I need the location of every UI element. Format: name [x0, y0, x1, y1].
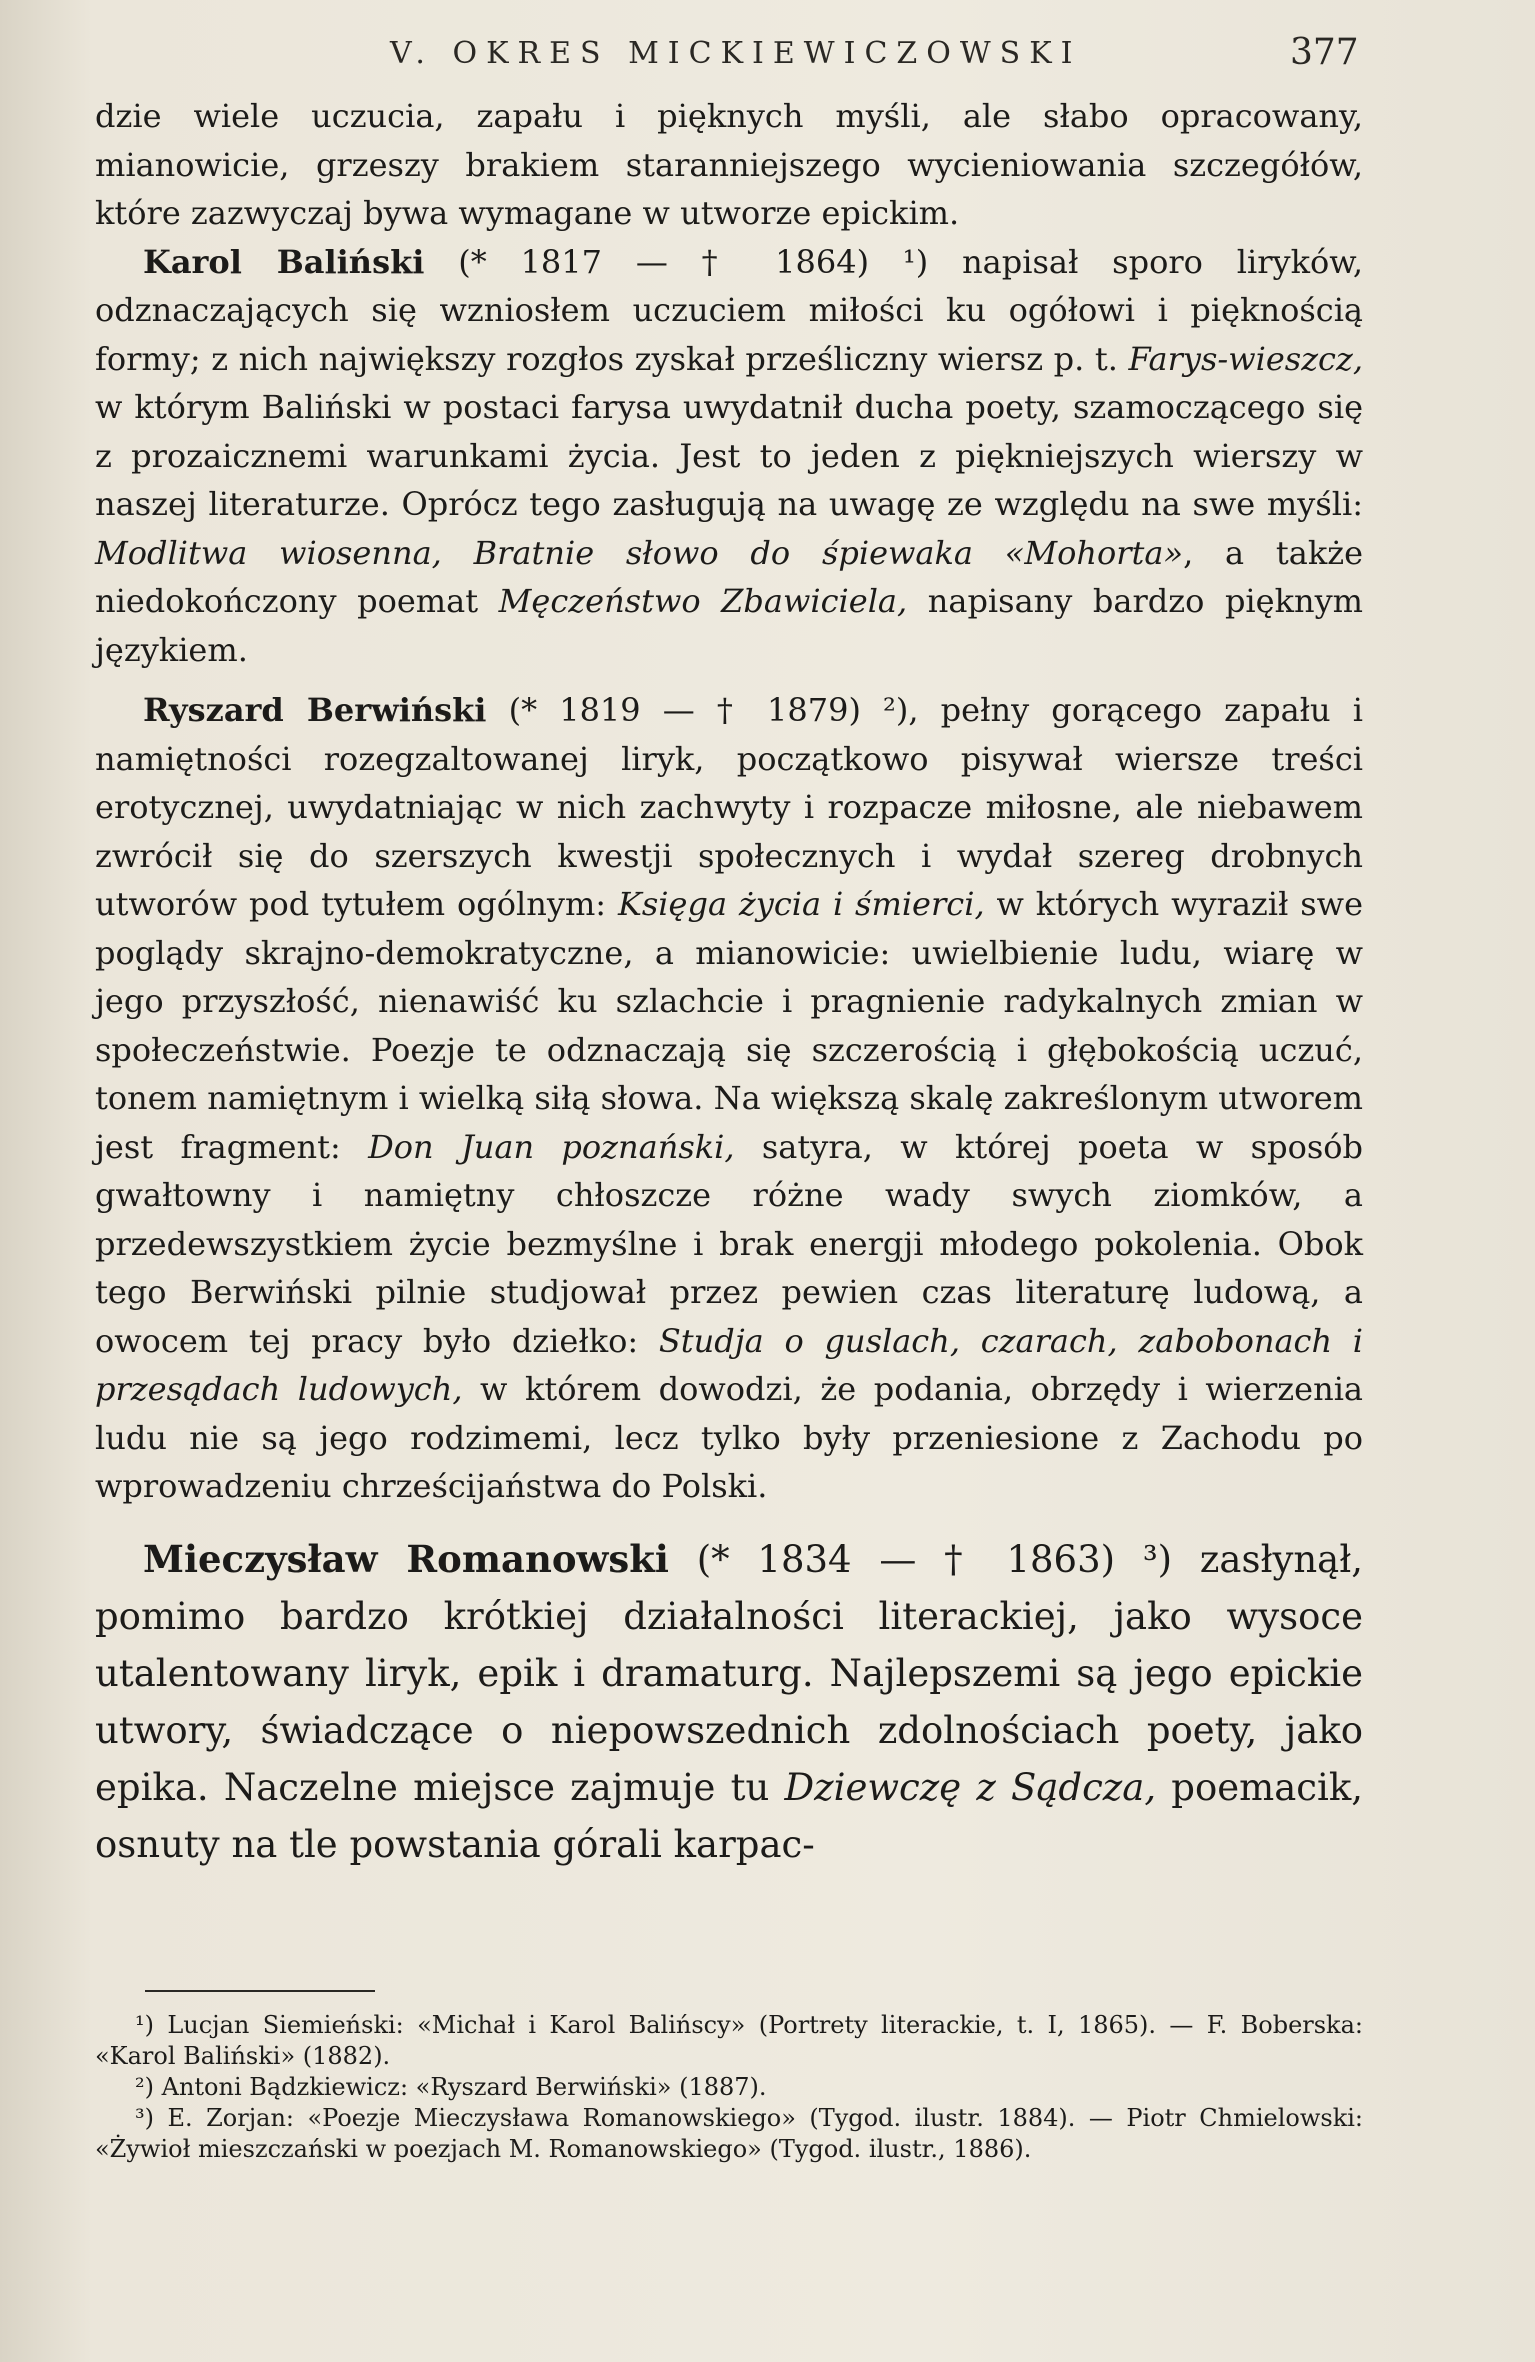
author-name-balinski: Karol Baliński	[143, 242, 425, 281]
text-segment: satyra, w której poeta w sposób gwałtowny i namiętny chłoszcze różne wady swych ziomków, a przedewszystkiem życie bezmyślne i brak energji młodego pokolenia. Obok tego Berwiński pilnie studjował przez pewien czas literaturę ludową, a owocem tej pracy było dziełko:	[95, 1127, 1363, 1360]
footnote-1: ¹) Lucjan Siemieński: «Michał i Karol Balińscy» (Portrety literackie, t. I, 1865). — F. Boberska: «Karol Baliński» (1882).	[95, 2011, 1363, 2070]
running-header	[0, 28, 1535, 88]
text-segment: w którem dowodzi, że podania, obrzędy i wierzenia ludu nie są jego rodzimemi, lecz tylko były przeniesione z Zachodu po wprowadzeniu chrześcijaństwa do Polski.	[95, 1370, 1364, 1505]
author-name-berwinski: Ryszard Berwiński	[143, 691, 487, 729]
footnotes	[95, 2010, 1363, 2165]
text-segment: napisany bardzo pięknym językiem.	[95, 582, 1364, 669]
footnote-divider	[145, 1990, 375, 1992]
text-segment: w którym Baliński w postaci farysa uwydatnił ducha poety, szamoczącego się z prozaicznemi warunkami życia. Jest to jeden z piękniejszych wierszy w naszej literaturze. Oprócz tego zasługują na uwagę ze względu na swe myśli:	[95, 388, 1363, 523]
text-segment: poemacik, osnuty na tle powstania górali karpac-	[95, 1765, 1364, 1866]
text-segment: (* 1834 — † 1863) ³) zasłynął, pomimo bardzo krótkiej działalności literackiej, jako wysoce utalentowany liryk, epik i dramaturg. Najlepszemi są jego epickie utwory, świadczące o niepowszednich zdolnościach poety, jako epika. Naczelne miejsce zajmuje tu	[95, 1537, 1363, 1809]
text-segment: (* 1819 — † 1879) ²), pełny gorącego zapału i namiętności rozegzaltowanej liryk, początkowo pisywał wiersze treści erotycznej, uwydatniając w nich zachwyty i rozpacze miłosne, ale niebawem zwrócił się do szerszych kwestji społecznych i wydał szereg drobnych utworów pod tytułem ogólnym:	[95, 691, 1364, 923]
paragraph-continuation: dzie wiele uczucia, zapału i pięknych myśli, ale słabo opracowany, mianowicie, grzeszy brakiem staranniejszego wycieniowania szczegółów, które zazwyczaj bywa wymagane w utworze epickim.	[95, 97, 1363, 232]
paragraph-berwinski	[95, 686, 1363, 1511]
paragraph-romanowski	[95, 1531, 1363, 1873]
work-title-don-juan: Don Juan poznański,	[368, 1127, 735, 1166]
footnote-3: ³) E. Zorjan: «Poezje Mieczysława Romanowskiego» (Tygod. ilustr. 1884). — Piotr Chmielowski: «Żywioł mieszczański w poezjach M. Romanowskiego» (Tygod. ilustr., 1886).	[95, 2104, 1363, 2163]
page-number: 377	[1290, 32, 1359, 73]
text-segment: w których wyraził swe poglądy skrajno-demokratyczne, a mianowicie: uwielbienie ludu, wiarę w jego przyszłość, nienawiść ku szlachcie i pragnienie radykalnych zmian w społeczeństwie. Poezje te odznaczają się szczerością i głębokością uczuć, tonem namiętnym i wielką siłą słowa. Na większą skalę zakreślonym utworem jest fragment:	[95, 885, 1364, 1166]
paragraph-balinski	[95, 238, 1363, 675]
work-title-studja: Studja o guslach, czarach, zabobonach i przesądach ludowych,	[95, 1321, 1364, 1408]
text-segment: , a także niedokończony poemat	[95, 533, 1364, 620]
main-text	[95, 92, 1363, 1873]
text-segment: (* 1817 — † 1864) ¹) napisał sporo liryków, odznaczających się wzniosłem uczuciem miłości ku ogółowi i pięknością formy; z nich największy rozgłos zyskał prześliczny wiersz p. t.	[95, 242, 1364, 378]
work-title-dziewcze: Dziewczę z Sądcza,	[784, 1765, 1157, 1809]
work-title-ksiega: Księga życia i śmierci,	[617, 885, 985, 923]
footnote-2: ²) Antoni Bądzkiewicz: «Ryszard Berwiński» (1887).	[135, 2073, 767, 2101]
author-name-romanowski: Mieczysław Romanowski	[143, 1536, 669, 1581]
work-title-modlitwa: Modlitwa wiosenna, Bratnie słowo do śpiewaka «Mohorta»	[95, 533, 1184, 572]
work-title-meczenstwo: Męczeństwo Zbawiciela,	[498, 582, 908, 620]
work-title-farys: Farys-wieszcz,	[1128, 339, 1363, 378]
running-title: V. OKRES MICKIEWICZOWSKI	[390, 36, 1082, 71]
